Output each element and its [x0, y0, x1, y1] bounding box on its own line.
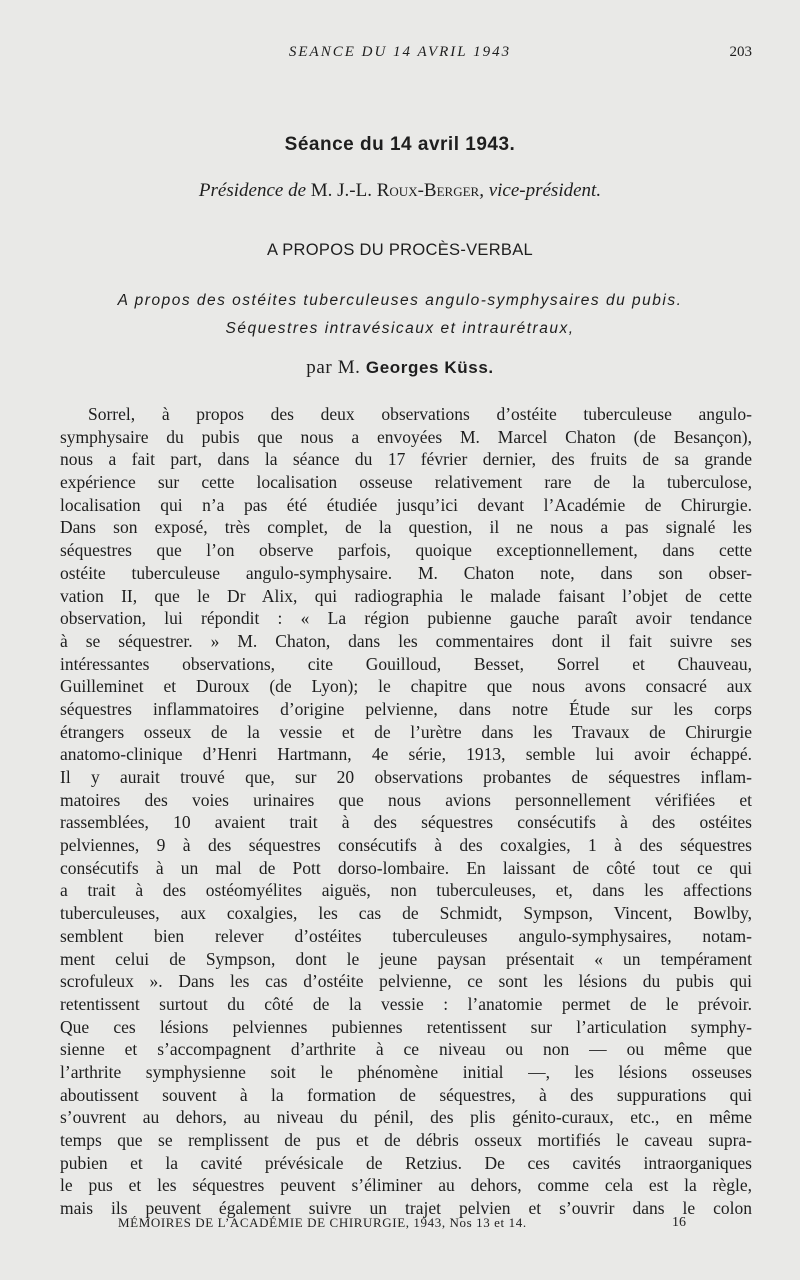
body-line: expérience sur cette localisation osseuse relativement rare de la tuberculose, — [60, 472, 752, 493]
body-line: ostéite tuberculeuse angulo-symphysaire. M. Chaton note, dans son obser- — [60, 562, 752, 583]
body-line: sienne et s’accompagnent d’arthrite à ce niveau ou non — ou même que — [60, 1039, 752, 1060]
body-line: retentissent surtout du côté de la vessie : l’anatomie permet de le prévoir. — [60, 993, 752, 1014]
president-name: Roux-Berger — [376, 180, 480, 201]
body-line: séquestres que l’on observe parfois, quoique exceptionnellement, dans cette — [60, 540, 752, 561]
article-title-line-2: Séquestres intravésicaux et intraurétraux, — [225, 320, 575, 337]
article-title-line-1: A propos des ostéites tuberculeuses angulo-symphysaires du pubis. — [117, 292, 683, 309]
body-line: matoires des voies urinaires que nous avions personnellement vérifiées et — [60, 789, 752, 810]
body-line: étrangers osseux de la vessie et de l’urètre dans les Travaux de Chirurgie — [60, 721, 752, 742]
body-line: semblent bien relever d’ostéites tuberculeuses angulo-symphysaires, notam- — [60, 925, 752, 946]
page-number: 203 — [729, 44, 752, 60]
body-line: a trait à des ostéomyélites aiguës, non tuberculeuses, et, dans les affections — [60, 880, 752, 901]
body-line: tuberculeuses, aux coxalgies, les cas de Schmidt, Sympson, Vincent, Bowlby, — [60, 903, 752, 924]
body-line: Que ces lésions pelviennes pubiennes retentissent sur l’articulation symphy- — [60, 1016, 752, 1037]
body-line: localisation qui n’a pas été étudiée jusqu’ici devant l’Académie de Chirurgie. — [60, 494, 752, 515]
body-line: à se séquestrer. » M. Chaton, dans les commentaires dont il fait suivre ses — [60, 630, 752, 651]
body-line: Guilleminet et Duroux (de Lyon); le chapitre que nous avons consacré aux — [60, 676, 752, 697]
body-line: l’arthrite symphysienne soit le phénomène initial —, les lésions osseuses — [60, 1061, 752, 1082]
body-line: vation II, que le Dr Alix, qui radiographia le malade faisant l’objet de cette — [60, 585, 752, 606]
footer-journal: MÉMOIRES DE L’ACADÉMIE DE CHIRURGIE, 1943, Nos 13 et 14. — [118, 1215, 527, 1230]
body-line: temps que se remplissent de pus et de débris osseux mortifiés le caveau supra- — [60, 1130, 752, 1150]
body-line: scrofuleux ». Dans les cas d’ostéite pelvienne, ce sont les lésions du pubis qui — [60, 971, 752, 992]
body-line: aboutissent souvent à la formation de séquestres, à des suppurations qui — [60, 1084, 752, 1105]
presidence-line — [0, 180, 800, 202]
session-title: Séance du 14 avril 1943. — [284, 134, 516, 155]
body-line: s’ouvrent au dehors, au niveau du pénil, des plis génito-curaux, etc., en même — [60, 1107, 752, 1128]
body-line: intéressantes observations, cite Gouilloud, Besset, Sorrel et Chauveau, — [60, 653, 752, 674]
body-line: nous a fait part, dans la séance du 17 février dernier, des fruits de sa grande — [60, 449, 752, 470]
body-line: Dans son exposé, très complet, de la question, il ne nous a pas signalé les — [60, 517, 752, 538]
body-line: consécutifs à un mal de Pott dorso-lombaire. En laissant de côté tout ce qui — [60, 857, 752, 878]
body-line: observation, lui répondit : « La région pubienne gauche paraît avoir tendance — [60, 608, 752, 629]
body-line: anatomo-clinique d’Henri Hartmann, 4e série, 1913, semble lui avoir échappé. — [60, 744, 752, 765]
body-line: symphysaire du pubis que nous a envoyées M. Marcel Chaton (de Besançon), — [60, 426, 752, 447]
footer-signature: 16 — [672, 1215, 686, 1230]
body-line: le pus et les séquestres peuvent s’éliminer au dehors, comme cela est la règle, — [60, 1175, 752, 1196]
body-line: pubien et la cavité prévésicale de Retzius. De ces cavités intraorganiques — [60, 1152, 752, 1173]
body-line: Il y aurait trouvé que, sur 20 observations probantes de séquestres inflam- — [60, 767, 752, 787]
body-line: ment celui de Sympson, dont le jeune paysan présentait « un tempérament — [60, 948, 752, 969]
author-name: Georges Küss. — [365, 358, 494, 377]
running-head — [0, 44, 800, 68]
body-line: séquestres inflammatoires d’origine pelvienne, dans notre Étude sur les corps — [60, 698, 752, 719]
presidence-prefix: Présidence de — [198, 180, 307, 201]
body-text — [60, 403, 752, 1220]
presidence-suffix: , vice-président. — [479, 180, 602, 201]
author-line — [0, 357, 800, 379]
page-footer — [0, 1215, 800, 1237]
body-line: Sorrel, à propos des deux observations d’ostéite tuberculeuse angulo- — [88, 404, 752, 424]
body-line: mais ils peuvent également suivre un trajet pelvien et s’ouvrir dans le colon — [60, 1198, 752, 1219]
president-name-pre: M. J.-L. — [310, 180, 377, 201]
body-line: pelviennes, 9 à des séquestres consécutifs à des coxalgies, 1 à des séquestres — [60, 835, 752, 856]
author-prefix: par M. — [306, 357, 361, 378]
section-title: A PROPOS DU PROCÈS-VERBAL — [266, 241, 534, 259]
running-title: SEANCE DU 14 AVRIL 1943 — [288, 44, 512, 60]
body-line: rassemblées, 10 avaient trait à des séquestres consécutifs à des ostéites — [60, 812, 752, 833]
